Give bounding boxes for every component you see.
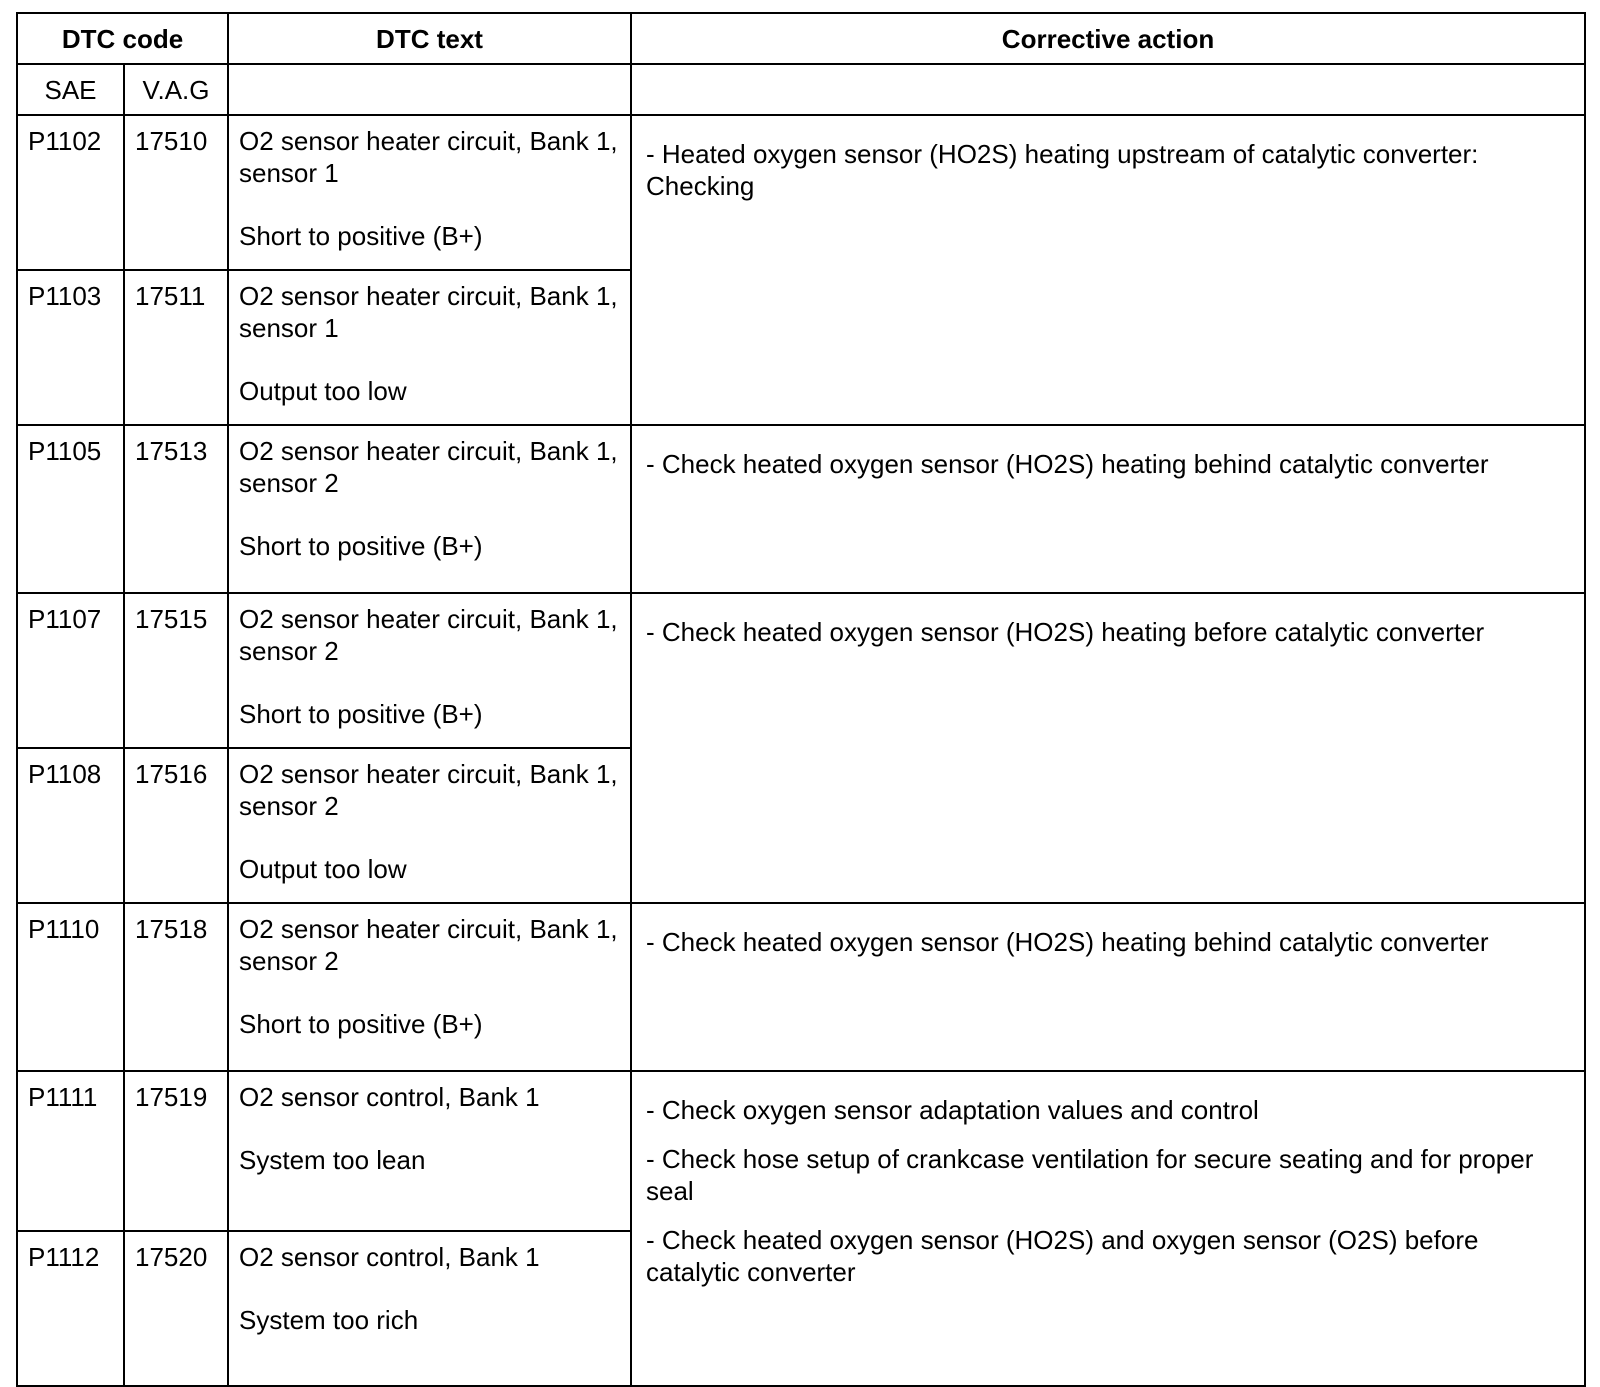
table-row bbox=[17, 903, 1585, 1071]
dtc-description: O2 sensor heater circuit, Bank 1, sensor 1 bbox=[239, 126, 618, 188]
table-row bbox=[17, 425, 1585, 593]
dtc-condition: Short to positive (B+) bbox=[239, 531, 483, 561]
vag-code: 17516 bbox=[124, 748, 228, 903]
vag-code: 17513 bbox=[124, 425, 228, 593]
dtc-description: O2 sensor heater circuit, Bank 1, sensor 2 bbox=[239, 914, 618, 976]
corrective-action-item: - Check heated oxygen sensor (HO2S) and oxygen sensor (O2S) before catalytic converter bbox=[646, 1225, 1479, 1287]
header-dtc-code: DTC code bbox=[17, 13, 228, 64]
dtc-description: O2 sensor heater circuit, Bank 1, sensor 2 bbox=[239, 604, 618, 666]
dtc-condition: Output too low bbox=[239, 854, 407, 884]
dtc-text-cell bbox=[228, 115, 631, 270]
subheader-row bbox=[17, 64, 1585, 115]
dtc-text-cell bbox=[228, 748, 631, 903]
dtc-description: O2 sensor heater circuit, Bank 1, sensor 2 bbox=[239, 759, 618, 821]
corrective-action-cell bbox=[631, 425, 1585, 593]
vag-code: 17511 bbox=[124, 270, 228, 425]
corrective-action-item: - Heated oxygen sensor (HO2S) heating upstream of catalytic converter: Checking bbox=[646, 139, 1479, 201]
dtc-condition: System too rich bbox=[239, 1305, 419, 1335]
dtc-text-cell bbox=[228, 270, 631, 425]
sae-code: P1103 bbox=[17, 270, 124, 425]
vag-code: 17510 bbox=[124, 115, 228, 270]
vag-code: 17520 bbox=[124, 1231, 228, 1386]
corrective-action-item: - Check hose setup of crankcase ventilation for secure seating and for proper seal bbox=[646, 1144, 1534, 1206]
dtc-table bbox=[16, 12, 1586, 1387]
dtc-condition: Output too low bbox=[239, 376, 407, 406]
dtc-condition: Short to positive (B+) bbox=[239, 1009, 483, 1039]
sae-code: P1107 bbox=[17, 593, 124, 748]
dtc-condition: Short to positive (B+) bbox=[239, 699, 483, 729]
dtc-condition: Short to positive (B+) bbox=[239, 221, 483, 251]
subheader-vag: V.A.G bbox=[124, 64, 228, 115]
vag-code: 17518 bbox=[124, 903, 228, 1071]
corrective-action-cell bbox=[631, 115, 1585, 425]
header-dtc-text: DTC text bbox=[228, 13, 631, 64]
corrective-action-cell bbox=[631, 903, 1585, 1071]
sae-code: P1112 bbox=[17, 1231, 124, 1386]
dtc-description: O2 sensor heater circuit, Bank 1, sensor 2 bbox=[239, 436, 618, 498]
vag-code: 17519 bbox=[124, 1071, 228, 1231]
dtc-text-cell bbox=[228, 1231, 631, 1386]
sae-code: P1105 bbox=[17, 425, 124, 593]
dtc-text-cell bbox=[228, 1071, 631, 1231]
table-row bbox=[17, 1071, 1585, 1231]
header-row bbox=[17, 13, 1585, 64]
corrective-action-item: - Check heated oxygen sensor (HO2S) heating before catalytic converter bbox=[646, 617, 1485, 647]
dtc-condition: System too lean bbox=[239, 1145, 426, 1175]
subheader-empty-action bbox=[631, 64, 1585, 115]
header-corrective-action: Corrective action bbox=[631, 13, 1585, 64]
dtc-description: O2 sensor control, Bank 1 bbox=[239, 1082, 540, 1112]
sae-code: P1108 bbox=[17, 748, 124, 903]
dtc-text-cell bbox=[228, 593, 631, 748]
corrective-action-item: - Check heated oxygen sensor (HO2S) heating behind catalytic converter bbox=[646, 927, 1489, 957]
dtc-description: O2 sensor heater circuit, Bank 1, sensor 1 bbox=[239, 281, 618, 343]
dtc-description: O2 sensor control, Bank 1 bbox=[239, 1242, 540, 1272]
sae-code: P1102 bbox=[17, 115, 124, 270]
dtc-text-cell bbox=[228, 903, 631, 1071]
dtc-text-cell bbox=[228, 425, 631, 593]
subheader-sae: SAE bbox=[17, 64, 124, 115]
corrective-action-cell bbox=[631, 1071, 1585, 1386]
corrective-action-item: - Check heated oxygen sensor (HO2S) heating behind catalytic converter bbox=[646, 449, 1489, 479]
corrective-action-item: - Check oxygen sensor adaptation values and control bbox=[646, 1095, 1259, 1125]
table-row bbox=[17, 115, 1585, 270]
subheader-empty-text bbox=[228, 64, 631, 115]
vag-code: 17515 bbox=[124, 593, 228, 748]
sae-code: P1110 bbox=[17, 903, 124, 1071]
table-row bbox=[17, 593, 1585, 748]
sae-code: P1111 bbox=[17, 1071, 124, 1231]
corrective-action-cell bbox=[631, 593, 1585, 903]
